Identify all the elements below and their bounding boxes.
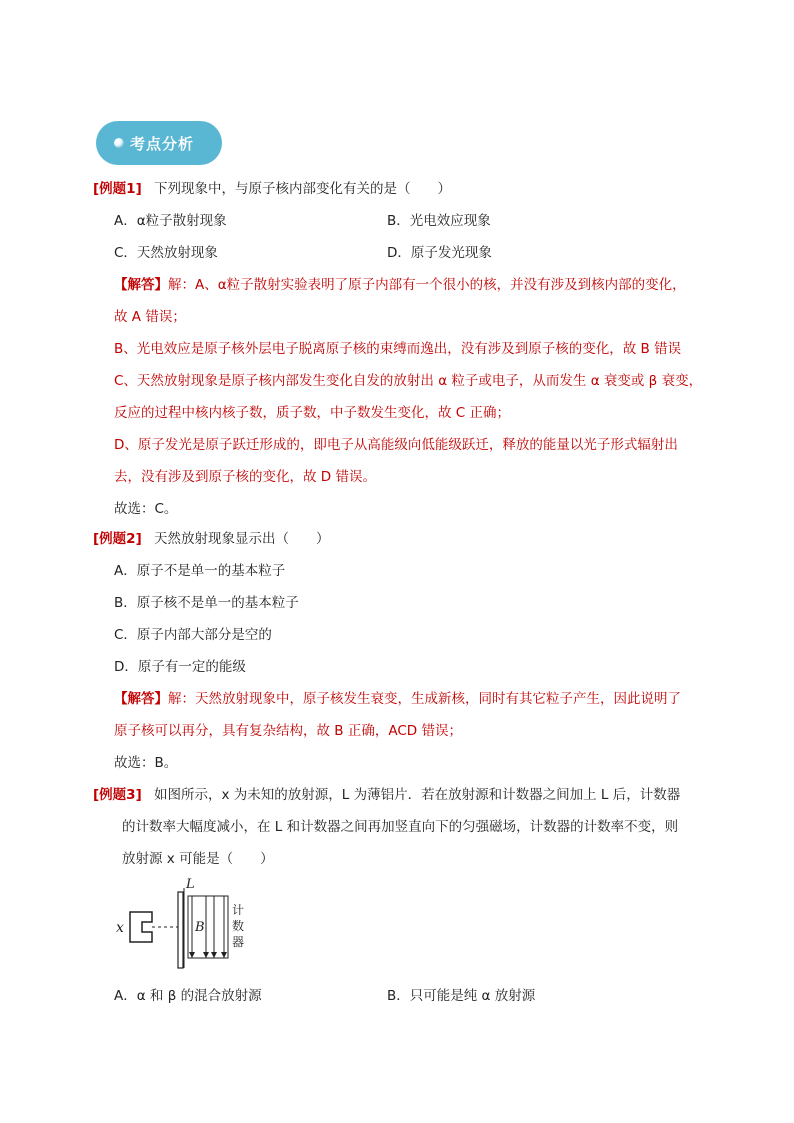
q1-option-d: D．原子发光现象 [387,245,492,261]
q2-final-choice: 故选：B。 [114,755,178,771]
counter-label [232,902,244,949]
q1-tag: [例题1] [93,181,142,197]
field-label: B [195,920,205,935]
q1-answer-line-2: 故 A 错误； [114,309,186,325]
q1-answer-label: 【解答】 [114,277,168,293]
q3-stem-line-2: 的计数率大幅度减小，在 L 和计数器之间再加竖直向下的匀强磁场，计数器的计数率不变，则 [122,819,679,835]
field-region [188,896,228,958]
q2-answer-label: 【解答】 [114,691,168,707]
q2-option-c: C．原子内部大部分是空的 [114,627,272,643]
aluminum-plate [178,892,183,968]
q2-option-a: A．原子不是单一的基本粒子 [114,563,286,579]
q2-option-b: B．原子核不是单一的基本粒子 [114,595,299,611]
q1-stem-line [93,180,451,198]
q3-option-a: A．α 和 β 的混合放射源 [114,988,262,1004]
q1-answer-line-4: C、天然放射现象是原子核内部发生变化自发的放射出 α 粒子或电子，从而发生 α 衰变或 β 衰变， [114,373,703,389]
q2-tag: [例题2] [93,531,142,547]
q1-answer-line-3: B、光电效应是原子核外层电子脱离原子核的束缚而逸出，没有涉及到原子核的变化，故 B 错误 [114,341,682,357]
q1-final-choice: 故选：C。 [114,501,178,517]
q3-tag: [例题3] [93,787,142,803]
section-title: 考点分析 [130,134,195,153]
plate-label: L [186,877,195,892]
q2-stem-line [93,530,330,548]
source-label: x [116,920,124,936]
q1-option-c: C．天然放射现象 [114,245,218,261]
radiation-source-figure [108,874,278,974]
q2-option-d: D．原子有一定的能级 [114,659,246,675]
q2-stem: 天然放射现象显示出（ ） [154,531,330,547]
q1-answer-line-7: 去，没有涉及到原子核的变化，故 D 错误。 [114,469,376,485]
source-container-icon [130,912,152,942]
q1-answer-line-6: D、原子发光是原子跃迁形成的，即电子从高能级向低能级跃迁，释放的能量以光子形式辐射出 [114,437,678,453]
q2-answer-line-2: 原子核可以再分，具有复杂结构，故 B 正确，ACD 错误； [114,723,462,739]
q1-answer-line-1: 【解答】解：A、α粒子散射实验表明了原子内部有一个很小的核，并没有涉及到核内部的变化， [114,277,686,293]
svg-text:数: 数 [232,919,245,933]
svg-text:器: 器 [232,935,245,949]
field-arrowheads [189,952,227,958]
q1-stem: 下列现象中，与原子核内部变化有关的是（ ） [154,181,452,197]
q1-option-b: B．光电效应现象 [387,213,491,229]
q3-option-b: B．只可能是纯 α 放射源 [387,988,536,1004]
section-banner [96,121,222,165]
svg-text:计: 计 [232,903,245,917]
q3-stem-line-1: [例题3] 如图所示，x 为未知的放射源，L 为薄铝片．若在放射源和计数器之间加上 L 后，计数器 [93,787,681,803]
q3-stem-line-3: 放射源 x 可能是（ ） [122,851,274,867]
q2-answer-line-1: 【解答】解：天然放射现象中，原子核发生衰变，生成新核，同时有其它粒子产生，因此说明了 [114,691,681,707]
bullet-dot-icon [114,138,124,148]
q1-option-a: A．α粒子散射现象 [114,213,227,229]
q1-answer-line-5: 反应的过程中核内核子数，质子数，中子数发生变化，故 C 正确； [114,405,511,421]
